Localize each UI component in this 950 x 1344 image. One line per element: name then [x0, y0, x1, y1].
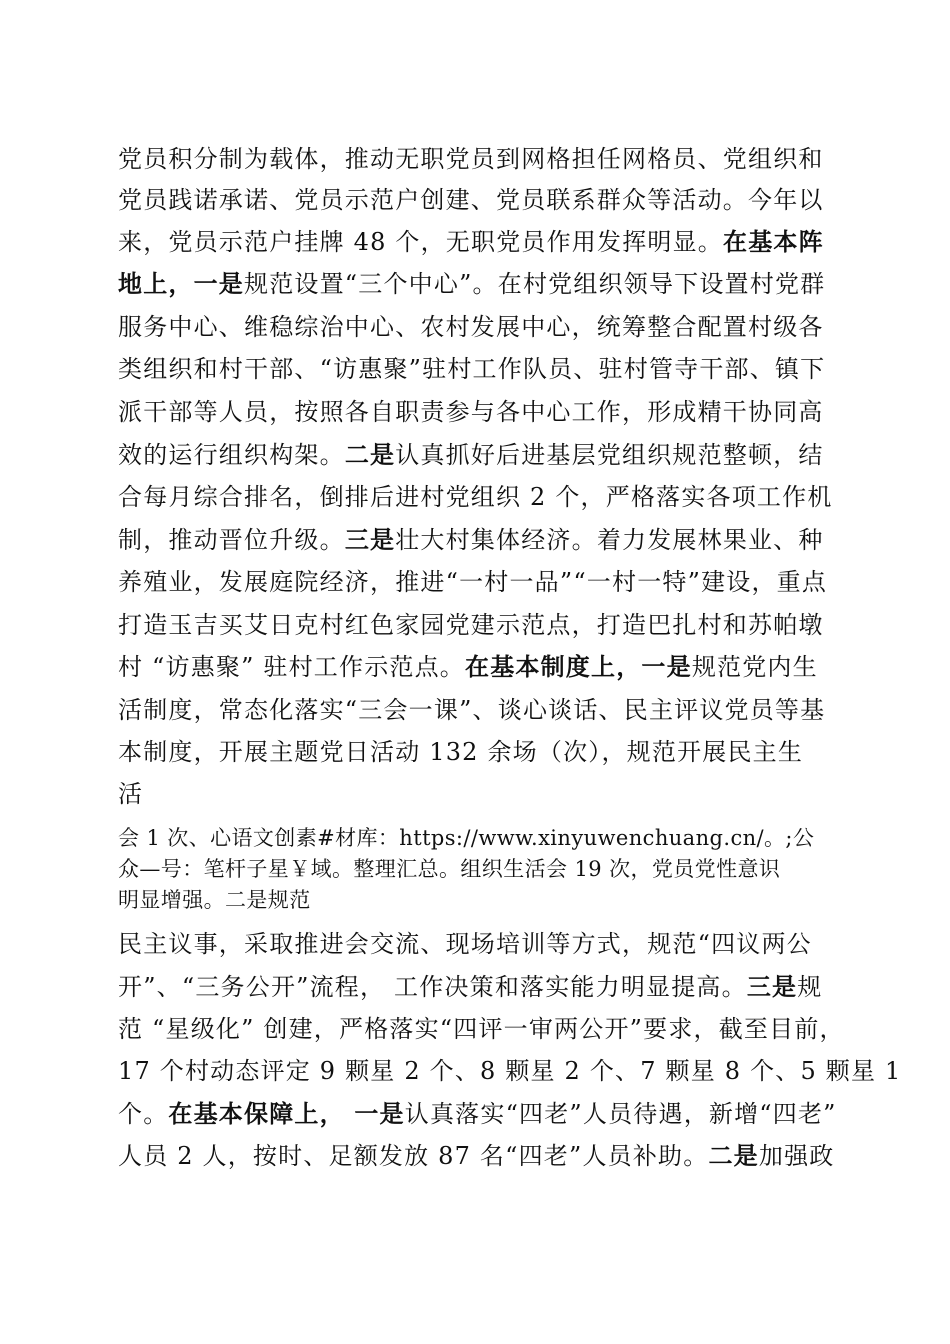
- text-segment: 村 “访惠聚” 驻村工作示范点。: [118, 653, 465, 681]
- text-segment: 会 1 次、心语文创素#材库：https://www.xinyuwenchuang.cn/。;公: [118, 826, 815, 850]
- text-line: [118, 269, 838, 299]
- text-segment: 活制度，常态化落实“三会一课”、谈心谈话、民主评议党员等基: [118, 696, 826, 724]
- text-line: [118, 482, 838, 512]
- bold-heading-segment: 三是: [344, 526, 396, 554]
- text-segment: 效的运行组织构架。: [118, 441, 345, 469]
- text-segment: 规: [797, 973, 823, 1001]
- text-segment: 党员积分制为载体，推动无职党员到网格担任网格员、党组织和: [118, 145, 824, 173]
- text-line: [118, 929, 838, 959]
- text-line: [118, 567, 838, 597]
- text-line: [118, 440, 838, 470]
- text-line: [118, 972, 838, 1002]
- text-line: [118, 312, 838, 342]
- text-segment: 规范设置“三个中心”。在村党组织领导下设置村党群: [244, 270, 826, 298]
- text-line: [118, 695, 838, 725]
- text-segment: 明显增强。二是规范: [118, 888, 311, 912]
- text-segment: 活: [118, 780, 144, 808]
- text-line: [118, 354, 838, 384]
- text-segment: 范 “星级化” 创建，严格落实“四评一审两公开”要求，截至目前，: [118, 1015, 845, 1043]
- text-segment: 党员践诺承诺、党员示范户创建、党员联系群众等活动。今年以: [118, 186, 824, 214]
- text-line: [118, 397, 838, 427]
- text-segment: 认真抓好后进基层党组织规范整顿，结: [395, 441, 824, 469]
- text-segment: 民主议事，采取推进会交流、现场培训等方式，规范“四议两公: [118, 930, 812, 958]
- bold-heading-segment: 在基本制度上，一是: [465, 653, 692, 681]
- text-segment: 养殖业，发展庭院经济，推进“一村一品”“一村一特”建设，重点: [118, 568, 828, 596]
- text-line: [118, 887, 868, 913]
- text-segment: 17 个村动态评定 9 颗星 2 个、8 颗星 2 个、7 颗星 8 个、5 颗星 1: [118, 1057, 902, 1085]
- text-segment: 类组织和村干部、“访惠聚”驻村工作队员、驻村管寺干部、镇下: [118, 355, 826, 383]
- text-segment: 合每月综合排名，倒排后进村党组织 2 个，严格落实各项工作机: [118, 483, 833, 511]
- bold-heading-segment: 三是: [746, 973, 798, 1001]
- text-segment: 众—号：笔杆子星￥域。整理汇总。组织生活会 19 次，党员党性意识: [118, 857, 781, 881]
- text-line: [118, 144, 838, 174]
- watermark-text-line: [118, 856, 868, 882]
- text-segment: 人员 2 人，按时、足额发放 87 名“四老”人员补助。: [118, 1142, 709, 1170]
- text-segment: 开”、“三务公开”流程， 工作决策和落实能力明显提高。: [118, 973, 747, 1001]
- text-segment: 认真落实“四老”人员待遇，新增“四老”: [404, 1100, 837, 1128]
- text-segment: 加强政: [758, 1142, 835, 1170]
- text-segment: 壮大村集体经济。着力发展林果业、种: [395, 526, 824, 554]
- bold-heading-segment: 地上，一是: [118, 270, 244, 298]
- text-segment: 派干部等人员，按照各自职责参与各中心工作，形成精干协同高: [118, 398, 824, 426]
- text-segment: 本制度，开展主题党日活动 132 余场（次），规范开展民主生: [118, 738, 804, 766]
- text-line: [118, 1014, 845, 1044]
- bold-heading-segment: 二是: [344, 441, 396, 469]
- text-line: [118, 1099, 838, 1129]
- bold-heading-segment: 二是: [708, 1142, 759, 1170]
- text-line: [118, 1141, 838, 1171]
- bold-heading-segment: 在基本阵: [723, 228, 824, 256]
- bold-heading-segment: 在基本保障上， 一是: [168, 1100, 405, 1128]
- text-segment: 规范党内生: [691, 653, 818, 681]
- text-line: [118, 779, 838, 809]
- text-line: [118, 1056, 902, 1086]
- text-line: [118, 525, 838, 555]
- text-segment: 制，推动晋位升级。: [118, 526, 345, 554]
- text-segment: 打造玉吉买艾日克村红色家园党建示范点，打造巴扎村和苏帕墩: [118, 611, 824, 639]
- text-line: [118, 227, 838, 257]
- text-line: [118, 185, 838, 215]
- text-line: [118, 610, 838, 640]
- text-line: [118, 737, 838, 767]
- watermark-text-line: [118, 825, 868, 851]
- text-segment: 个。: [118, 1100, 169, 1128]
- text-segment: 服务中心、维稳综治中心、农村发展中心，统筹整合配置村级各: [118, 313, 824, 341]
- text-segment: 来，党员示范户挂牌 48 个，无职党员作用发挥明显。: [118, 228, 723, 256]
- text-line: [118, 652, 838, 682]
